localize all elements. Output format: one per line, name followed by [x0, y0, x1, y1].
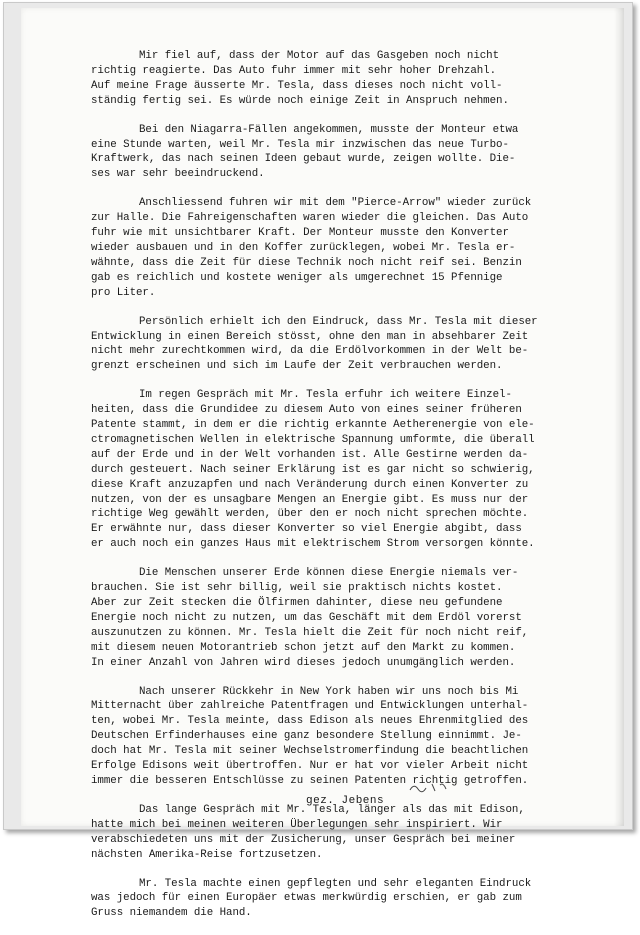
paragraph	[91, 315, 601, 375]
paragraph	[91, 196, 601, 300]
text-line: durch gesteuert. Nach seiner Erklärung ist es gar nicht so schwierig,	[91, 463, 535, 476]
text-line: Deutschen Erfinderhauses eine ganz besondere Stellung einnimmt. Je-	[91, 730, 522, 743]
text-line: Patente stammt, in dem er die richtig erkannte Aetherenergie von ele-	[91, 419, 535, 432]
text-line: ses war sehr beeindruckend.	[91, 168, 265, 181]
text-line: Gruss niemandem die Hand.	[91, 907, 252, 920]
handwritten-mark-icon	[408, 780, 458, 794]
text-line: Mir fiel auf, dass der Motor auf das Gasgeben noch nicht	[139, 50, 500, 62]
paragraph	[91, 566, 601, 670]
text-line: Persönlich erhielt ich den Eindruck, dass Mr. Tesla mit dieser	[139, 315, 538, 328]
text-line: zur Halle. Die Fahreigenschaften waren wieder die gleichen. Das Auto	[91, 212, 529, 225]
text-line: eine Stunde warten, weil Mr. Tesla mir inzwischen das neue Turbo-	[91, 138, 509, 151]
text-line: doch hat Mr. Tesla mit seiner Wechselstromerfindung die beachtlichen	[91, 745, 529, 758]
text-line: Das lange Gespräch mit Mr. Tesla, länger als das mit Edison,	[139, 803, 525, 816]
text-line: Entwicklung in einen Bereich stösst, ohne den man in absehbarer Zeit	[91, 330, 529, 343]
paragraph	[91, 803, 601, 863]
text-line: pro Liter.	[91, 286, 156, 299]
text-line: grenzt erscheinen und sich im Laufe der Zeit verbrauchen werden.	[91, 360, 503, 373]
text-line: Bei den Niagarra-Fällen angekommen, musste der Monteur etwa	[139, 123, 519, 136]
text-line: ctromagnetischen Wellen in elektrische Spannung umformte, die überall	[91, 433, 535, 446]
text-line: Anschliessend fuhren wir mit dem "Pierce-Arrow" wieder zurück	[139, 197, 532, 210]
text-line: verabschiedeten uns mit der Zusicherung, unser Gespräch bei meiner	[91, 833, 516, 846]
text-line: In einer Anzahl von Jahren wird dieses jedoch unumgänglich werden.	[91, 656, 516, 669]
paragraph	[91, 123, 601, 183]
text-line: Aber zur Zeit stecken die Ölfirmen dahinter, diese neu gefundene	[91, 597, 503, 609]
typewritten-page	[21, 8, 624, 920]
text-line: Mr. Tesla machte einen gepflegten und sehr eleganten Eindruck	[139, 877, 532, 890]
scan-frame	[3, 2, 633, 920]
text-line: Er erwähnte nur, dass dieser Konverter so viel Energie abgibt, dass	[91, 523, 522, 536]
signature-line: gez. Jebens	[306, 795, 385, 807]
text-line: nutzen, von der es unsagbare Mengen an Energie gibt. Es muss nur der	[91, 493, 529, 506]
text-line: mit diesem neuen Motorantrieb schon jetzt auf den Markt zu kommen.	[91, 641, 516, 654]
text-line: Im regen Gespräch mit Mr. Tesla erfuhr ich weitere Einzel-	[139, 389, 512, 402]
text-line: wieder ausbauen und in den Koffer zurücklegen, wobei Mr. Tesla er-	[91, 241, 516, 254]
text-line: ten, wobei Mr. Tesla meinte, dass Edison als neues Ehrenmitglied des	[91, 715, 529, 728]
text-line: fuhr wie mit unsichtbarer Kraft. Der Monteur musste den Konverter	[91, 227, 509, 240]
text-line: Mitternacht über zahlreiche Patentfragen und Entwicklungen unterhal-	[91, 700, 529, 713]
text-line: hatte mich bei meinen weiteren Überlegungen sehr inspiriert. Wir	[91, 818, 503, 831]
text-line: was jedoch für einen Europäer etwas merkwürdig erschien, er gab zum	[91, 892, 522, 905]
text-line: immer die besseren Entschlüsse zu seinen Patenten richtig getroffen.	[91, 774, 529, 787]
text-line: er auch noch ein ganzes Haus mit elektrischem Strom versorgen könnte.	[91, 538, 535, 551]
text-line: brauchen. Sie ist sehr billig, weil sie praktisch nichts kostet.	[91, 582, 503, 595]
paragraph	[91, 49, 601, 109]
text-line: Auf meine Frage äusserte Mr. Tesla, dass dieses noch nicht voll-	[91, 79, 503, 92]
text-line: heiten, dass die Grundidee zu diesem Auto von eines seiner früheren	[91, 404, 522, 417]
text-line: richtige Weg gewählt werden, über den er noch nicht sprechen möchte.	[91, 508, 529, 521]
paragraph	[91, 877, 601, 922]
text-line: Nach unserer Rückkehr in New York haben wir uns noch bis Mi	[139, 685, 519, 698]
text-line: nächsten Amerika-Reise fortzusetzen.	[91, 848, 323, 861]
text-line: auszunutzen zu können. Mr. Tesla hielt die Zeit für noch nicht reif,	[91, 626, 529, 639]
paragraph	[91, 685, 601, 789]
text-line: ständig fertig sei. Es würde noch einige Zeit in Anspruch nehmen.	[91, 94, 509, 107]
text-line: richtig reagierte. Das Auto fuhr immer mit sehr hoher Drehzahl.	[91, 64, 497, 77]
text-line: gab es reichlich und kostete weniger als umgerechnet 15 Pfennige	[91, 271, 503, 284]
text-line: Kraftwerk, das nach seinen Ideen gebaut wurde, zeigen wollte. Die-	[91, 153, 516, 166]
text-line: Erfolge Edisons weit übertroffen. Nur er hat vor vieler Arbeit nicht	[91, 760, 529, 773]
text-line: wähnte, dass die Zeit für diese Technik noch nicht reif sei. Benzin	[91, 256, 522, 269]
text-line: auf der Erde und in der Welt vorhanden ist. Alle Gestirne werden da-	[91, 448, 529, 461]
text-line: Die Menschen unserer Erde können diese Energie niemals ver-	[139, 567, 519, 580]
paragraph	[91, 388, 601, 552]
text-line: diese Kraft anzuzapfen und nach Veränderung durch einen Konverter zu	[91, 478, 529, 491]
text-line: nicht mehr zurechtkommen wird, da die Erdölvorkommen in der Welt be-	[91, 345, 529, 358]
text-line: Energie noch nicht zu nutzen, um das Geschäft mit dem Erdöl vorerst	[91, 611, 522, 624]
